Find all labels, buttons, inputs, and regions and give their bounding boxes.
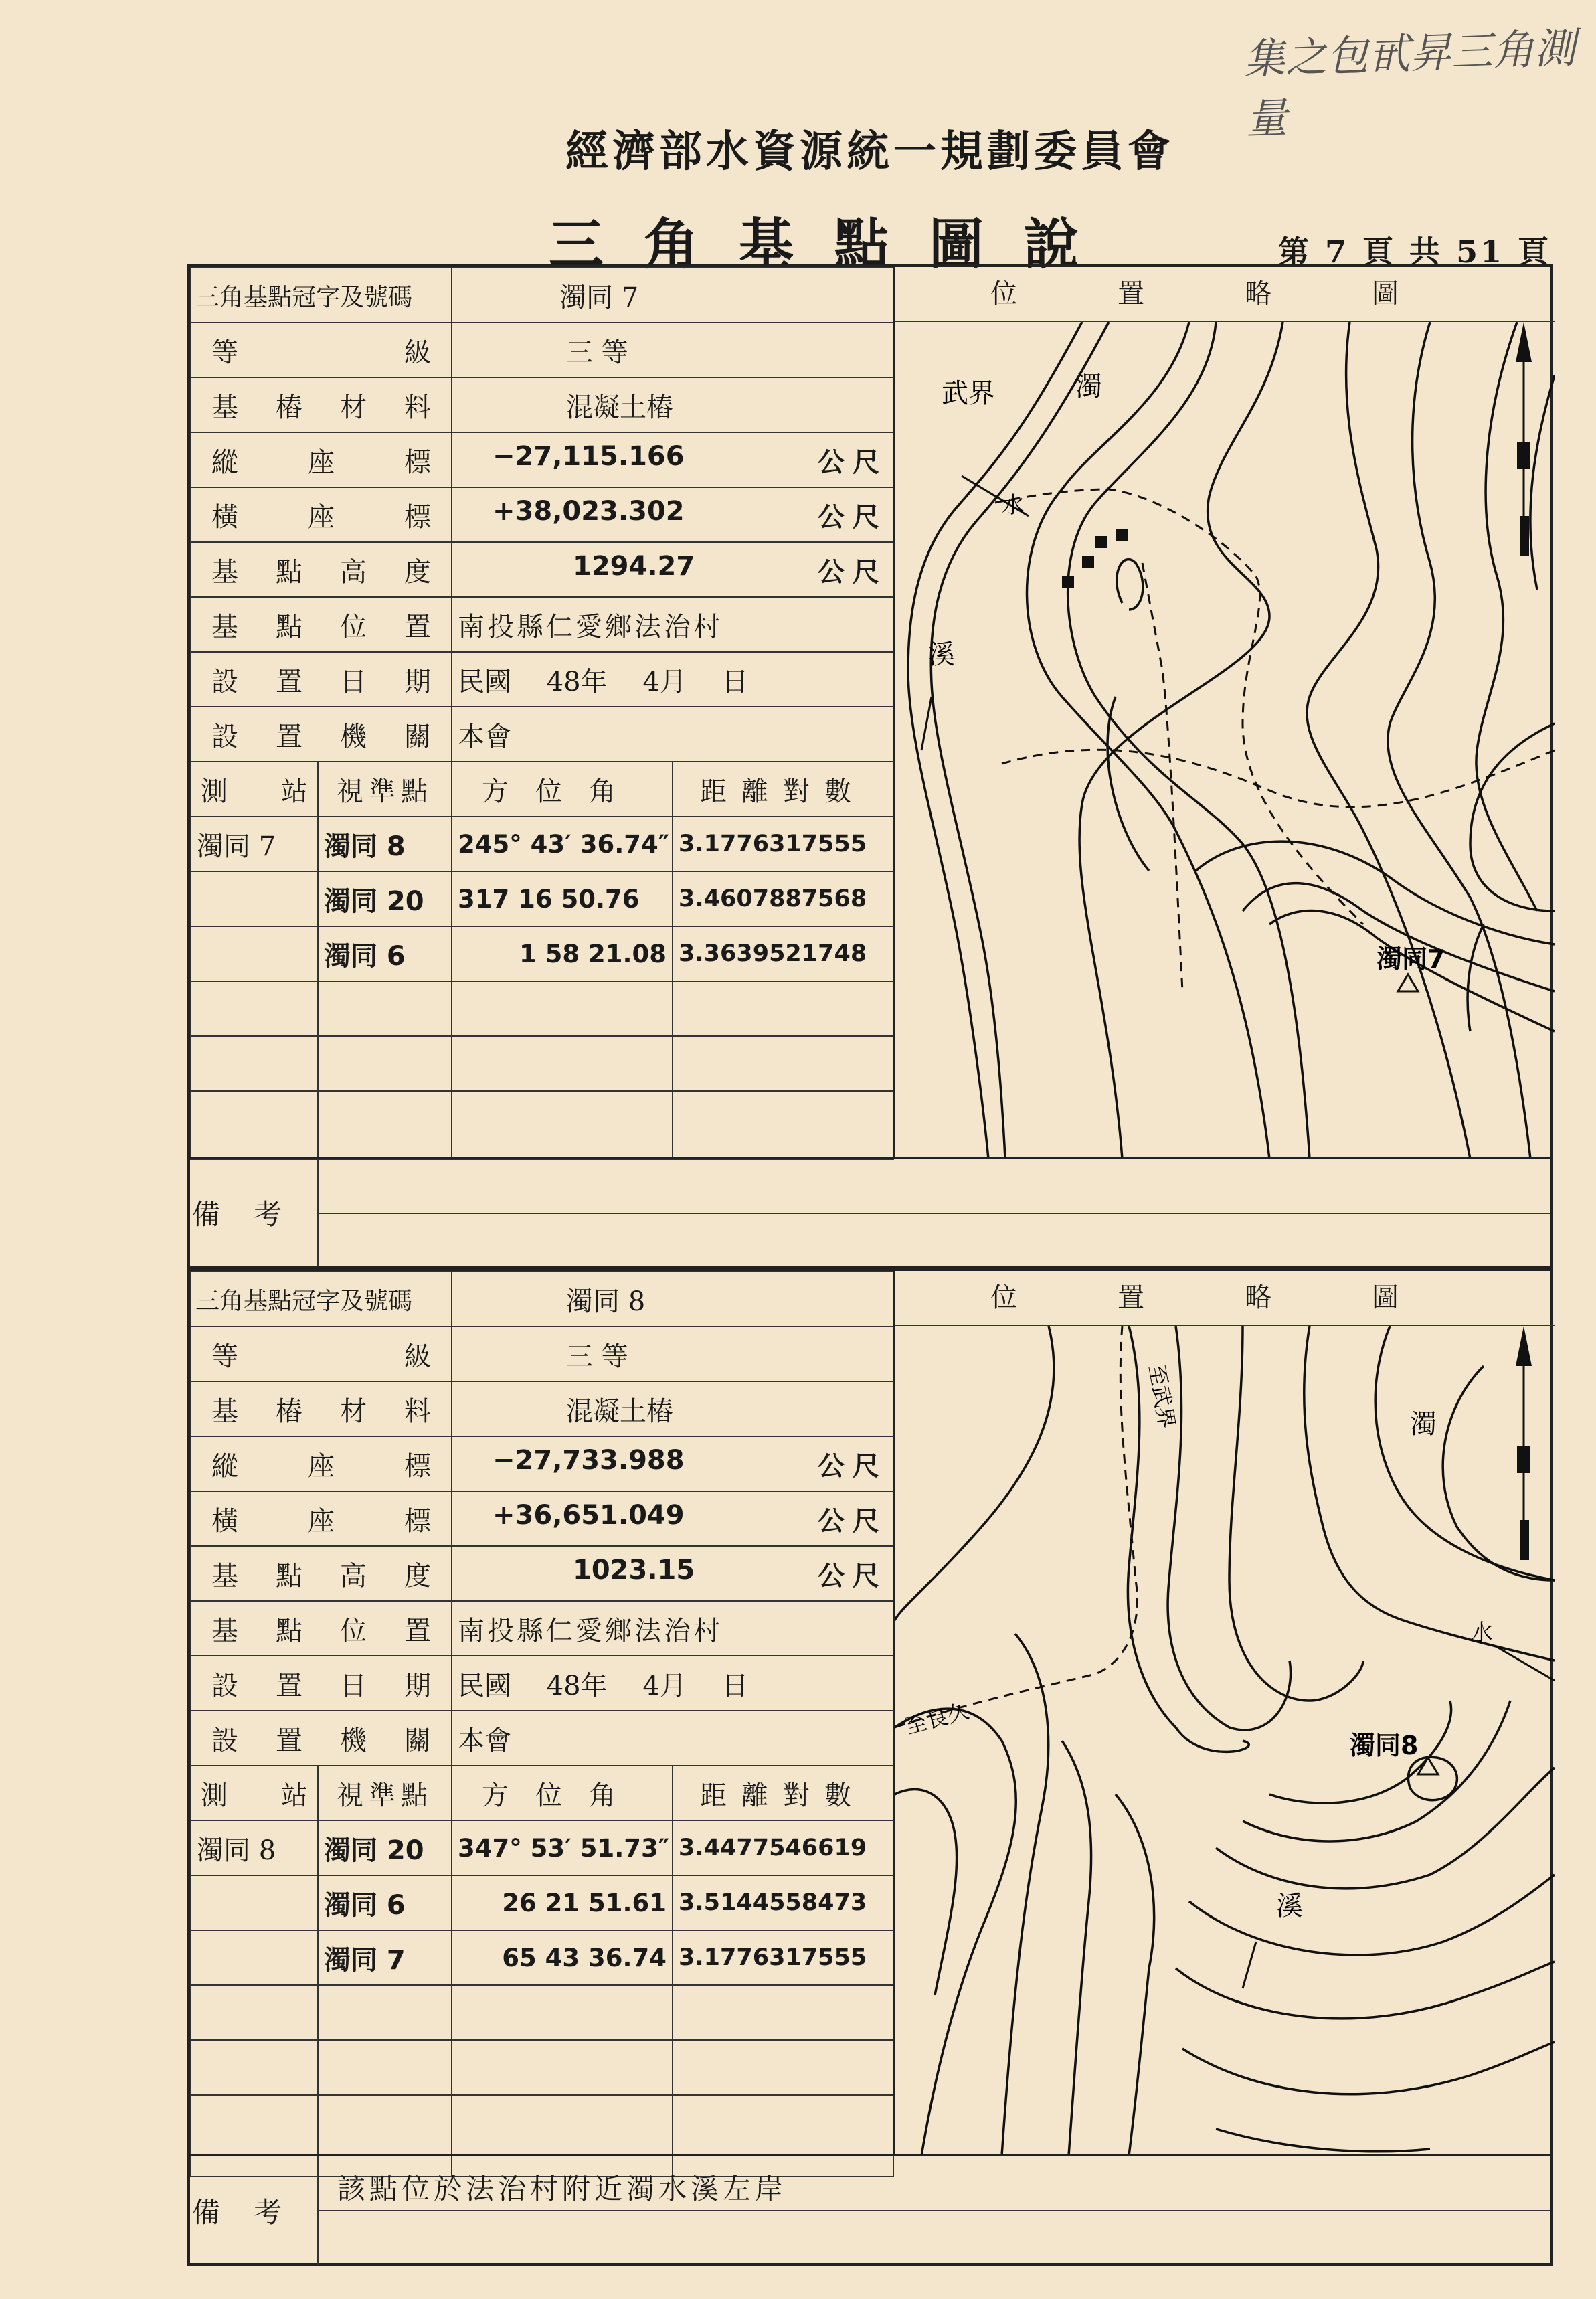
easting-value: +38,023.302 bbox=[493, 495, 685, 527]
table-row bbox=[191, 981, 893, 1036]
unit-label: 公尺 bbox=[818, 1560, 888, 1592]
value-date: 民國 48年 4月 日 bbox=[452, 652, 893, 707]
label-northing: 縱座標 bbox=[191, 432, 452, 487]
label-name: 三角基點冠字及號碼 bbox=[191, 268, 452, 323]
obs-target: 濁同 6 bbox=[318, 926, 452, 981]
location-map-2 bbox=[893, 1271, 1555, 2154]
table-row bbox=[191, 1381, 893, 1436]
table-row bbox=[191, 268, 893, 323]
map-label-zhiliangjiu: 至良久 bbox=[903, 1698, 972, 1739]
map-label-zhuo: 濁 bbox=[1075, 371, 1102, 402]
table-row bbox=[191, 1036, 893, 1091]
obs-target: 濁同 20 bbox=[318, 1820, 452, 1875]
obs-target: 濁同 8 bbox=[318, 817, 452, 871]
table-row bbox=[191, 323, 893, 377]
table-row bbox=[191, 1436, 893, 1491]
map-label-zhiwujie: 至武界 bbox=[1144, 1362, 1180, 1430]
label-easting: 橫座標 bbox=[191, 1491, 452, 1546]
unit-label: 公尺 bbox=[818, 501, 888, 533]
table-row bbox=[191, 487, 893, 542]
remarks-label: 備考 bbox=[190, 1159, 319, 1266]
table-row bbox=[191, 707, 893, 762]
value-northing bbox=[452, 432, 893, 487]
value-northing bbox=[452, 1436, 893, 1491]
value-elevation bbox=[452, 542, 893, 597]
station-value: 濁同 8 bbox=[191, 1820, 318, 1875]
label-elevation: 基點高度 bbox=[191, 542, 452, 597]
label-grade: 等級 bbox=[191, 1327, 452, 1381]
label-log-dist: 距離對數 bbox=[673, 1766, 893, 1820]
label-easting: 橫座標 bbox=[191, 487, 452, 542]
table-row bbox=[191, 597, 893, 652]
location-map-1 bbox=[893, 267, 1555, 1157]
obs-target: 濁同 6 bbox=[318, 1875, 452, 1930]
label-northing: 縱座標 bbox=[191, 1436, 452, 1491]
map-sketch-1 bbox=[895, 322, 1555, 1159]
obs-azimuth: 65 43 36.74 bbox=[452, 1930, 673, 1985]
station-value: 濁同 7 bbox=[191, 817, 318, 871]
obs-log-dist: 3.4477546619 bbox=[673, 1820, 893, 1875]
northing-value: −27,115.166 bbox=[493, 440, 685, 472]
unit-label: 公尺 bbox=[818, 1505, 888, 1537]
label-date: 設置日期 bbox=[191, 1656, 452, 1711]
table-row bbox=[191, 1656, 893, 1711]
map-label-zhuo: 濁 bbox=[1410, 1409, 1437, 1440]
label-target: 視準點 bbox=[318, 762, 452, 817]
map-point-label: 濁同8 bbox=[1350, 1731, 1419, 1760]
value-date: 民國 48年 4月 日 bbox=[452, 1656, 893, 1711]
label-azimuth: 方位角 bbox=[452, 1766, 673, 1820]
obs-azimuth: 26 21 51.61 bbox=[452, 1875, 673, 1930]
obs-azimuth: 347° 53′ 51.73″ bbox=[452, 1820, 673, 1875]
table-row bbox=[191, 377, 893, 432]
obs-target: 濁同 20 bbox=[318, 871, 452, 926]
value-material: 混凝土樁 bbox=[452, 1381, 893, 1436]
table-row bbox=[191, 2040, 893, 2095]
value-agency: 本會 bbox=[452, 707, 893, 762]
value-grade: 三 等 bbox=[452, 323, 893, 377]
table-row bbox=[191, 1930, 893, 1985]
map-label-shui: 水 bbox=[1470, 1620, 1493, 1646]
value-grade: 三 等 bbox=[452, 1327, 893, 1381]
table-row bbox=[191, 1820, 893, 1875]
easting-value: +36,651.049 bbox=[493, 1499, 685, 1531]
map-title: 位置略圖 bbox=[895, 267, 1555, 322]
table-row bbox=[191, 1272, 893, 1327]
table-row bbox=[191, 1875, 893, 1930]
table-row bbox=[191, 1711, 893, 1766]
unit-label: 公尺 bbox=[818, 556, 888, 588]
table-row bbox=[191, 1091, 893, 1159]
obs-log-dist: 3.5144558473 bbox=[673, 1875, 893, 1930]
map-sketch-2 bbox=[895, 1326, 1555, 2156]
label-azimuth: 方位角 bbox=[452, 762, 673, 817]
label-material: 基樁材料 bbox=[191, 377, 452, 432]
value-name: 濁同 8 bbox=[452, 1272, 893, 1327]
table-row bbox=[191, 1491, 893, 1546]
table-row bbox=[191, 762, 893, 817]
value-location: 南投縣仁愛鄉法治村 bbox=[452, 597, 893, 652]
label-target: 視準點 bbox=[318, 1766, 452, 1820]
table-row bbox=[191, 1766, 893, 1820]
point-table-1 bbox=[190, 267, 894, 1160]
obs-log-dist: 3.3639521748 bbox=[673, 926, 893, 981]
table-row bbox=[191, 1601, 893, 1656]
remarks-text: 該點位於法治村附近濁水溪左岸 bbox=[337, 2173, 788, 2205]
label-grade: 等級 bbox=[191, 323, 452, 377]
value-location: 南投縣仁愛鄉法治村 bbox=[452, 1601, 893, 1656]
table-row bbox=[191, 817, 893, 871]
label-agency: 設置機關 bbox=[191, 707, 452, 762]
remarks-1 bbox=[190, 1157, 1550, 1266]
table-row bbox=[191, 1546, 893, 1601]
obs-log-dist: 3.4607887568 bbox=[673, 871, 893, 926]
handwritten-annotation: 集之包甙昇三角測量 bbox=[1243, 23, 1577, 144]
point-table-2 bbox=[190, 1271, 894, 2177]
obs-log-dist: 3.1776317555 bbox=[673, 817, 893, 871]
label-location: 基點位置 bbox=[191, 597, 452, 652]
label-station: 測站 bbox=[191, 1766, 318, 1820]
obs-target: 濁同 7 bbox=[318, 1930, 452, 1985]
label-log-dist: 距離對數 bbox=[673, 762, 893, 817]
table-row bbox=[191, 432, 893, 487]
label-material: 基樁材料 bbox=[191, 1381, 452, 1436]
point-section-1 bbox=[187, 264, 1553, 1268]
label-date: 設置日期 bbox=[191, 652, 452, 707]
organization-title: 經濟部水資源統一規劃委員會 bbox=[565, 126, 1174, 177]
value-name: 濁同 7 bbox=[452, 268, 893, 323]
table-row bbox=[191, 652, 893, 707]
unit-label: 公尺 bbox=[818, 1450, 888, 1482]
remarks-2 bbox=[190, 2154, 1550, 2265]
remarks-label: 備考 bbox=[190, 2156, 319, 2265]
table-row bbox=[191, 871, 893, 926]
map-point-label: 濁同7 bbox=[1377, 944, 1445, 974]
page-info: 第 7 頁 共 51 頁 bbox=[1278, 234, 1552, 270]
label-name: 三角基點冠字及號碼 bbox=[191, 1272, 452, 1327]
table-row bbox=[191, 926, 893, 981]
elevation-value: 1294.27 bbox=[573, 550, 695, 582]
obs-azimuth: 245° 43′ 36.74″ bbox=[452, 817, 673, 871]
obs-log-dist: 3.1776317555 bbox=[673, 1930, 893, 1985]
elevation-value: 1023.15 bbox=[573, 1554, 695, 1586]
label-agency: 設置機關 bbox=[191, 1711, 452, 1766]
label-elevation: 基點高度 bbox=[191, 1546, 452, 1601]
value-elevation bbox=[452, 1546, 893, 1601]
value-easting bbox=[452, 487, 893, 542]
label-location: 基點位置 bbox=[191, 1601, 452, 1656]
map-label-wujie: 武界 bbox=[942, 378, 995, 409]
unit-label: 公尺 bbox=[818, 446, 888, 478]
northing-value: −27,733.988 bbox=[493, 1444, 685, 1476]
map-title: 位置略圖 bbox=[895, 1271, 1555, 1326]
table-row bbox=[191, 542, 893, 597]
map-label-shui: 水 bbox=[1002, 492, 1025, 519]
table-row bbox=[191, 1327, 893, 1381]
document-title: 三角基點圖說 bbox=[549, 212, 1120, 276]
obs-azimuth: 317 16 50.76 bbox=[452, 871, 673, 926]
label-station: 測站 bbox=[191, 762, 318, 817]
value-easting bbox=[452, 1491, 893, 1546]
value-material: 混凝土樁 bbox=[452, 377, 893, 432]
point-section-2 bbox=[187, 1268, 1553, 2266]
obs-azimuth: 1 58 21.08 bbox=[452, 926, 673, 981]
value-agency: 本會 bbox=[452, 1711, 893, 1766]
map-label-xi: 溪 bbox=[928, 639, 955, 670]
map-label-xi: 溪 bbox=[1276, 1891, 1303, 1922]
table-row bbox=[191, 1985, 893, 2040]
